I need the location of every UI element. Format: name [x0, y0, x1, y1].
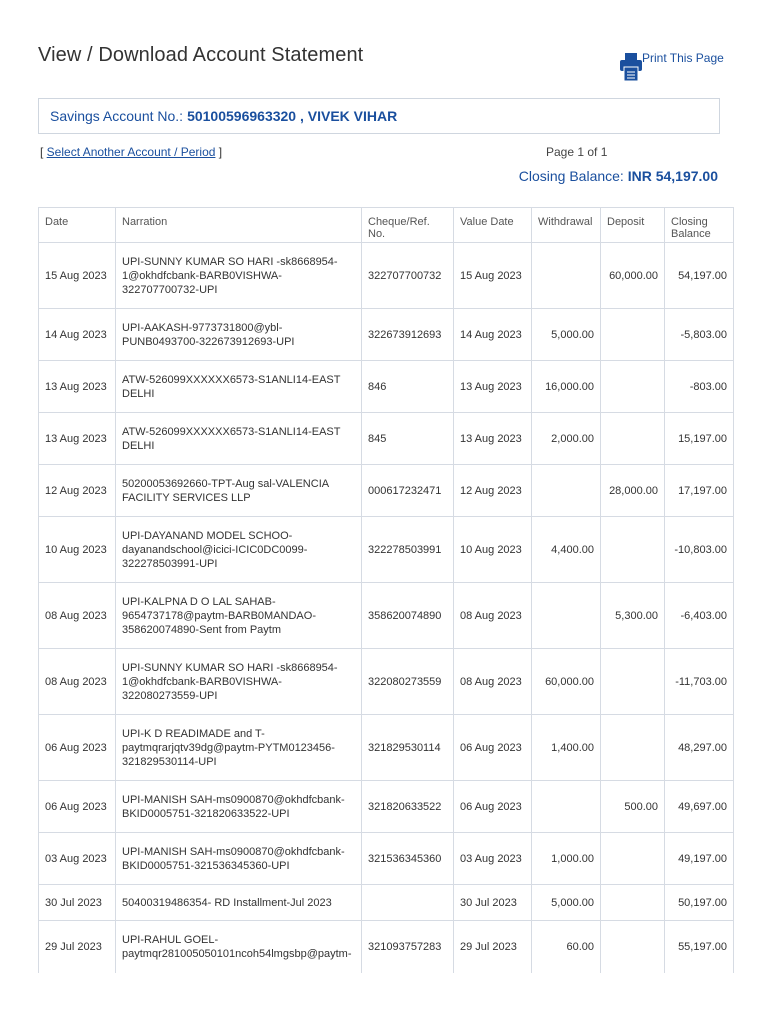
closing-balance-label: Closing Balance:	[518, 168, 624, 184]
table-row	[39, 465, 734, 517]
cell-date: 08 Aug 2023	[39, 583, 116, 649]
cell-deposit	[601, 833, 665, 885]
cell-value-date: 13 Aug 2023	[454, 361, 532, 413]
page-title: View / Download Account Statement	[38, 44, 364, 66]
cell-ref: 321536345360	[362, 833, 454, 885]
cell-value-date: 08 Aug 2023	[454, 583, 532, 649]
cell-ref: 322080273559	[362, 649, 454, 715]
cell-date: 06 Aug 2023	[39, 715, 116, 781]
cell-narration: UPI-KALPNA D O LAL SAHAB-9654737178@paytm-BARB0MANDAO-358620074890-Sent from Paytm	[116, 583, 362, 649]
table-row	[39, 885, 734, 921]
cell-narration: UPI-RAHUL GOEL-paytmqr281005050101ncoh54lmgsbp@paytm-	[116, 921, 362, 973]
cell-date: 08 Aug 2023	[39, 649, 116, 715]
cell-deposit	[601, 885, 665, 921]
cell-balance: -11,703.00	[665, 649, 734, 715]
cell-withdrawal: 60,000.00	[532, 649, 601, 715]
col-header-narration: Narration	[116, 208, 362, 243]
cell-ref: 358620074890	[362, 583, 454, 649]
cell-deposit: 5,300.00	[601, 583, 665, 649]
cell-date: 29 Jul 2023	[39, 921, 116, 973]
cell-date: 12 Aug 2023	[39, 465, 116, 517]
cell-deposit: 500.00	[601, 781, 665, 833]
cell-withdrawal	[532, 583, 601, 649]
cell-balance: -10,803.00	[665, 517, 734, 583]
cell-narration: 50400319486354- RD Installment-Jul 2023	[116, 885, 362, 921]
cell-value-date: 06 Aug 2023	[454, 715, 532, 781]
page-info: Page 1 of 1	[546, 145, 608, 159]
print-page-label: Print This Page	[642, 51, 724, 65]
col-header-date: Date	[39, 208, 116, 243]
cell-deposit	[601, 413, 665, 465]
cell-deposit	[601, 715, 665, 781]
cell-balance: 17,197.00	[665, 465, 734, 517]
cell-narration: UPI-MANISH SAH-ms0900870@okhdfcbank-BKID0005751-321536345360-UPI	[116, 833, 362, 885]
cell-ref: 845	[362, 413, 454, 465]
cell-value-date: 15 Aug 2023	[454, 243, 532, 309]
cell-value-date: 29 Jul 2023	[454, 921, 532, 973]
cell-deposit	[601, 517, 665, 583]
cell-deposit	[601, 649, 665, 715]
cell-narration: UPI-MANISH SAH-ms0900870@okhdfcbank-BKID0005751-321820633522-UPI	[116, 781, 362, 833]
cell-value-date: 03 Aug 2023	[454, 833, 532, 885]
print-page-link[interactable]	[620, 50, 724, 82]
col-header-value-date: Value Date	[454, 208, 532, 243]
cell-withdrawal: 16,000.00	[532, 361, 601, 413]
cell-balance: 55,197.00	[665, 921, 734, 973]
account-info-box	[38, 98, 720, 134]
cell-withdrawal: 4,400.00	[532, 517, 601, 583]
cell-ref: 000617232471	[362, 465, 454, 517]
cell-withdrawal: 60.00	[532, 921, 601, 973]
cell-ref: 322707700732	[362, 243, 454, 309]
cell-date: 10 Aug 2023	[39, 517, 116, 583]
cell-narration: UPI-SUNNY KUMAR SO HARI -sk8668954-1@okhdfcbank-BARB0VISHWA-322080273559-UPI	[116, 649, 362, 715]
cell-date: 14 Aug 2023	[39, 309, 116, 361]
cell-narration: UPI-DAYANAND MODEL SCHOO-dayanandschool@icici-ICIC0DC0099-322278503991-UPI	[116, 517, 362, 583]
cell-date: 13 Aug 2023	[39, 361, 116, 413]
cell-balance: 49,197.00	[665, 833, 734, 885]
cell-withdrawal: 5,000.00	[532, 309, 601, 361]
table-row	[39, 715, 734, 781]
account-number: 50100596963320 , VIVEK VIHAR	[187, 108, 398, 124]
cell-date: 06 Aug 2023	[39, 781, 116, 833]
cell-narration: UPI-K D READIMADE and T-paytmqrarjqtv39dg@paytm-PYTM0123456-321829530114-UPI	[116, 715, 362, 781]
select-account-row: [ Select Another Account / Period ]	[40, 145, 223, 159]
cell-withdrawal	[532, 243, 601, 309]
cell-withdrawal	[532, 465, 601, 517]
col-header-withdrawal: Withdrawal	[532, 208, 601, 243]
cell-withdrawal: 1,000.00	[532, 833, 601, 885]
statement-table	[38, 207, 734, 973]
cell-ref: 321829530114	[362, 715, 454, 781]
cell-narration: ATW-526099XXXXXX6573-S1ANLI14-EAST DELHI	[116, 413, 362, 465]
table-row	[39, 649, 734, 715]
cell-withdrawal: 5,000.00	[532, 885, 601, 921]
cell-deposit	[601, 309, 665, 361]
cell-narration: UPI-AAKASH-9773731800@ybl-PUNB0493700-322673912693-UPI	[116, 309, 362, 361]
table-row	[39, 833, 734, 885]
cell-balance: 50,197.00	[665, 885, 734, 921]
cell-ref: 322278503991	[362, 517, 454, 583]
cell-balance: -6,403.00	[665, 583, 734, 649]
cell-value-date: 12 Aug 2023	[454, 465, 532, 517]
table-header-row	[39, 208, 734, 243]
cell-value-date: 06 Aug 2023	[454, 781, 532, 833]
table-row	[39, 921, 734, 973]
printer-icon	[620, 52, 642, 82]
cell-ref: 321820633522	[362, 781, 454, 833]
table-row	[39, 413, 734, 465]
table-row	[39, 517, 734, 583]
cell-date: 03 Aug 2023	[39, 833, 116, 885]
cell-narration: ATW-526099XXXXXX6573-S1ANLI14-EAST DELHI	[116, 361, 362, 413]
closing-balance	[519, 168, 718, 184]
table-row	[39, 583, 734, 649]
cell-value-date: 13 Aug 2023	[454, 413, 532, 465]
cell-ref	[362, 885, 454, 921]
cell-value-date: 08 Aug 2023	[454, 649, 532, 715]
cell-deposit	[601, 921, 665, 973]
cell-deposit: 28,000.00	[601, 465, 665, 517]
table-row	[39, 243, 734, 309]
cell-narration: 50200053692660-TPT-Aug sal-VALENCIA FACILITY SERVICES LLP	[116, 465, 362, 517]
col-header-ref: Cheque/Ref. No.	[362, 208, 454, 243]
col-header-balance: Closing Balance	[665, 208, 734, 243]
cell-ref: 846	[362, 361, 454, 413]
table-row	[39, 781, 734, 833]
select-account-link[interactable]: Select Another Account / Period	[46, 145, 216, 159]
col-header-deposit: Deposit	[601, 208, 665, 243]
cell-value-date: 30 Jul 2023	[454, 885, 532, 921]
cell-balance: -5,803.00	[665, 309, 734, 361]
cell-narration: UPI-SUNNY KUMAR SO HARI -sk8668954-1@okhdfcbank-BARB0VISHWA-322707700732-UPI	[116, 243, 362, 309]
cell-date: 15 Aug 2023	[39, 243, 116, 309]
cell-withdrawal	[532, 781, 601, 833]
account-label: Savings Account No.:	[50, 108, 184, 124]
cell-date: 30 Jul 2023	[39, 885, 116, 921]
cell-value-date: 10 Aug 2023	[454, 517, 532, 583]
cell-ref: 322673912693	[362, 309, 454, 361]
cell-balance: 54,197.00	[665, 243, 734, 309]
cell-deposit	[601, 361, 665, 413]
cell-date: 13 Aug 2023	[39, 413, 116, 465]
closing-balance-value: INR 54,197.00	[627, 168, 718, 184]
cell-ref: 321093757283	[362, 921, 454, 973]
cell-balance: 48,297.00	[665, 715, 734, 781]
cell-balance: 49,697.00	[665, 781, 734, 833]
cell-balance: 15,197.00	[665, 413, 734, 465]
table-row	[39, 309, 734, 361]
cell-deposit: 60,000.00	[601, 243, 665, 309]
table-row	[39, 361, 734, 413]
cell-withdrawal: 2,000.00	[532, 413, 601, 465]
cell-balance: -803.00	[665, 361, 734, 413]
cell-value-date: 14 Aug 2023	[454, 309, 532, 361]
cell-withdrawal: 1,400.00	[532, 715, 601, 781]
